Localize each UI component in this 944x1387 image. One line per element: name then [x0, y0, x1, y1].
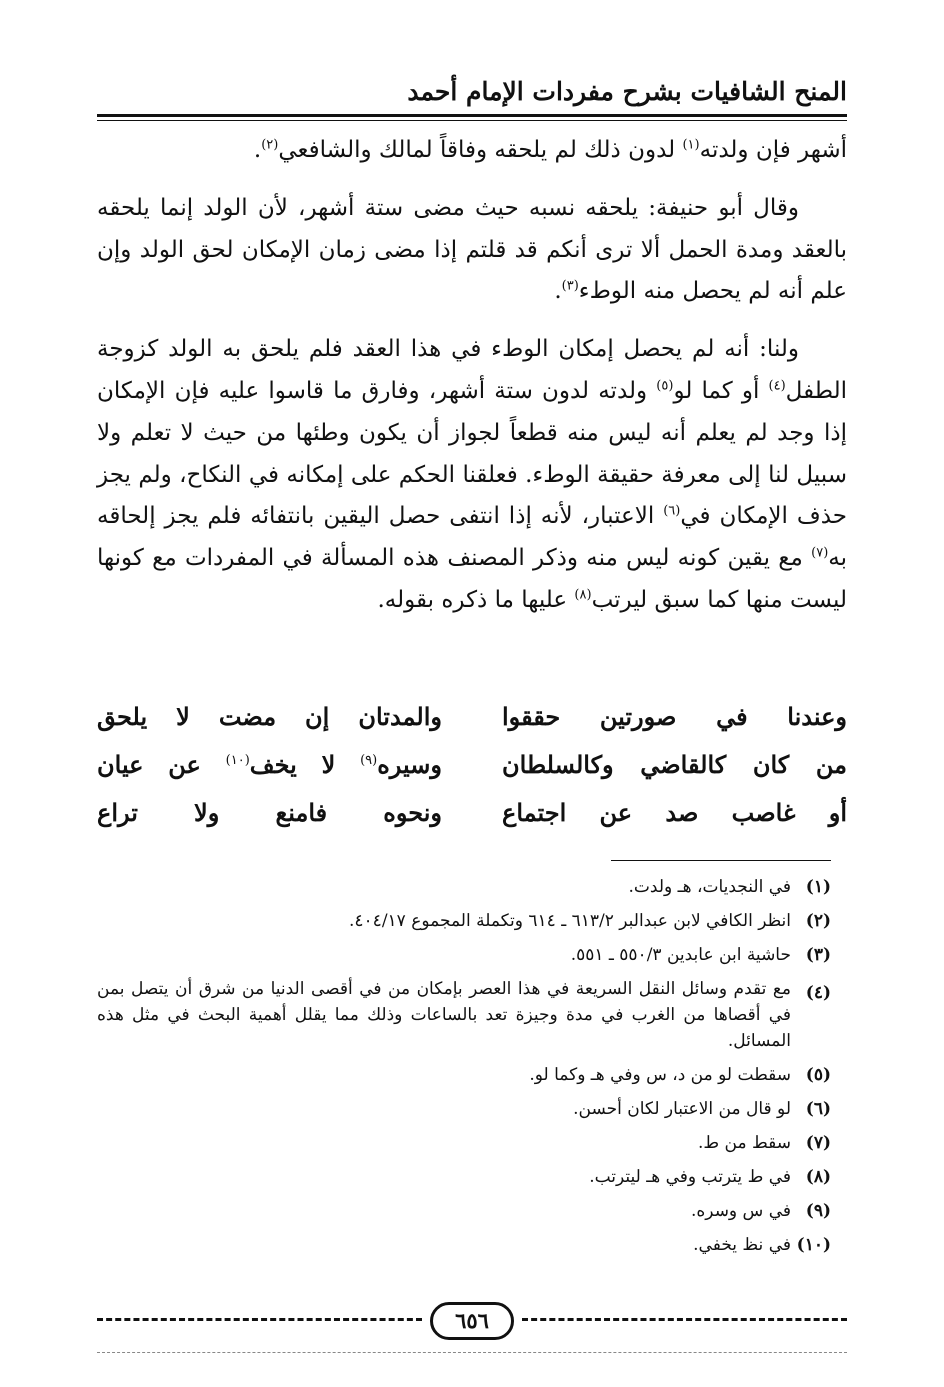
text-run: أو كما لو: [673, 377, 769, 404]
main-text: [97, 130, 847, 638]
footnote-text: انظر الكافي لابن عبدالبر ٦١٣/٢ ـ ٦١٤ وتكملة المجموع ٤٠٤/١٧.: [349, 911, 791, 931]
paragraph-2: [97, 188, 847, 313]
text-run: مع يقين كونه ليس منه وذكر المصنف هذه المسألة في المفردات مع كونها ليست منها كما سبق ليرتب: [97, 545, 847, 613]
footer-dashed-rule: [97, 1318, 422, 1321]
footnote-ref: (٨): [574, 587, 592, 603]
first-hemistich: وعندنا في صورتين حققوا: [502, 702, 847, 731]
footnote: [97, 1228, 831, 1262]
text-run: الاعتبار، لأنه إذا انتفى حصل اليقين بانتفائه فلم يجز إلحاقه به: [97, 503, 847, 572]
footer-dashed-rule: [522, 1318, 847, 1321]
text-run: ولنا: أنه لم يحصل إمكان الوطء في هذا العقد فلم يلحق به الولد كزوجة الطفل: [97, 336, 847, 404]
footnote-ref: (١): [682, 137, 700, 153]
footnote-text: في النجديات، هـ ولدت.: [628, 877, 791, 897]
second-hemistich: والمدتان إن مضت لا يلحق: [97, 702, 442, 731]
footnote-number: (٨): [805, 1167, 831, 1187]
text-run: أشهر فإن ولدته: [699, 137, 847, 163]
text-run: .: [253, 137, 262, 163]
footnote-separator: [611, 860, 831, 861]
footnote: [97, 1058, 831, 1092]
paragraph-3: [97, 329, 847, 622]
header-rule-thick: [97, 114, 847, 117]
footnote-text: سقط من ط.: [698, 1133, 791, 1153]
text-run: .: [554, 278, 562, 305]
footnote: [97, 1092, 831, 1126]
footnote-ref: (٧): [811, 545, 829, 561]
footnote-number: (٦): [805, 1099, 831, 1119]
footnote-ref: (٢): [261, 137, 279, 153]
second-hemistich: [97, 741, 472, 789]
footnote-text: في نظ يخفي.: [693, 1235, 791, 1255]
text-run: وقال أبو حنيفة: يلحقه نسبه حيث مضى ستة أشهر، لأن الولد إنما يلحقه بالعقد ومدة الحمل ألا ترى أنكم قد قلتم إذا مضى زمان الإمكان لحق الولد وإن علم أنه لم يحصل منه الوطء: [97, 194, 847, 305]
paragraph-1: [97, 130, 847, 172]
bottom-dashed-rule: [97, 1352, 847, 1353]
footnote-ref: (٥): [656, 378, 674, 394]
footnote-text: في ط يترتب وفي هـ ليترتب.: [589, 1167, 791, 1187]
verse-line-1: [97, 693, 847, 741]
first-hemistich: أو غاصب صد عن اجتماع: [502, 798, 847, 827]
footnotes: [97, 870, 831, 1262]
footnote: [97, 870, 831, 904]
second-hemistich: ونحوه فامنع ولا تراع: [97, 798, 442, 827]
footnote-text: لو قال من الاعتبار لكان أحسن.: [573, 1099, 791, 1119]
footnote-text: مع تقدم وسائل النقل السريعة في هذا العصر بإمكان من في أقصى الدنيا من شرق أن يتصل بمن في أقصاها من الغرب في مدة وجيزة تعد بالساعات وذلك مما يقلل أهمية البحث في مثل هذه المسائل.: [97, 979, 791, 1051]
text-run: لا يخف: [249, 750, 361, 779]
footnote-ref: (٩): [360, 753, 378, 768]
footnote: [97, 904, 831, 938]
footnote-text: في س وسره.: [691, 1201, 791, 1221]
footnote-number: (٩): [805, 1201, 831, 1221]
text-run: ولدته لدون ستة أشهر، وفارق ما قاسوا عليه فإن الإمكان إذا وجد لم يعلم أنه ليس منه قطعاً لجواز أن يكون وطئها من حيث لا تعلم ولا سبيل لنا إلى معرفة حقيقة الوطء. فعلقنا الحكم على إمكانه في النكاح، ولم يجز حذف الإمكان في: [97, 377, 847, 530]
footnote: [97, 1160, 831, 1194]
footnote-number: (٤): [805, 983, 831, 1003]
footnote-number: (٧): [805, 1133, 831, 1153]
footnote-ref: (١٠): [225, 753, 250, 768]
verse-line-2: [97, 741, 847, 789]
text-run: عن عيان: [97, 750, 226, 779]
footnote: [97, 1126, 831, 1160]
footnote-ref: (٤): [768, 378, 786, 394]
page-footer: [97, 1300, 847, 1340]
footnote-text: سقطت لو من د، س وفي هـ وكما لو.: [529, 1065, 791, 1085]
running-title: المنح الشافيات بشرح مفردات الإمام أحمد: [407, 77, 847, 106]
footnote-text: حاشية ابن عابدين ٥٥٠/٣ ـ ٥٥١.: [570, 945, 791, 965]
header-rule-thin: [97, 120, 847, 121]
footnote-number: (٢): [805, 911, 831, 931]
text-run: وسيره: [377, 750, 442, 779]
page-number: ٦٥٦: [430, 1302, 514, 1340]
footnote-ref: (٦): [663, 503, 681, 519]
footnote-number: (١): [805, 877, 831, 897]
first-hemistich: من كان كالقاضي وكالسلطان: [502, 750, 847, 779]
poem-verses: [97, 693, 847, 837]
footnote-number: (١٠): [796, 1235, 831, 1255]
footnote: [97, 938, 831, 972]
text-run: عليها ما ذكره بقوله.: [377, 586, 575, 613]
footnote: [97, 1194, 831, 1228]
footnote-number: (٣): [805, 945, 831, 965]
verse-line-3: [97, 789, 847, 837]
footnote: [97, 972, 831, 1058]
footnote-ref: (٣): [561, 278, 579, 294]
footnote-number: (٥): [805, 1065, 831, 1085]
text-run: لدون ذلك لم يلحقه وفاقاً لمالك والشافعي: [278, 137, 683, 163]
